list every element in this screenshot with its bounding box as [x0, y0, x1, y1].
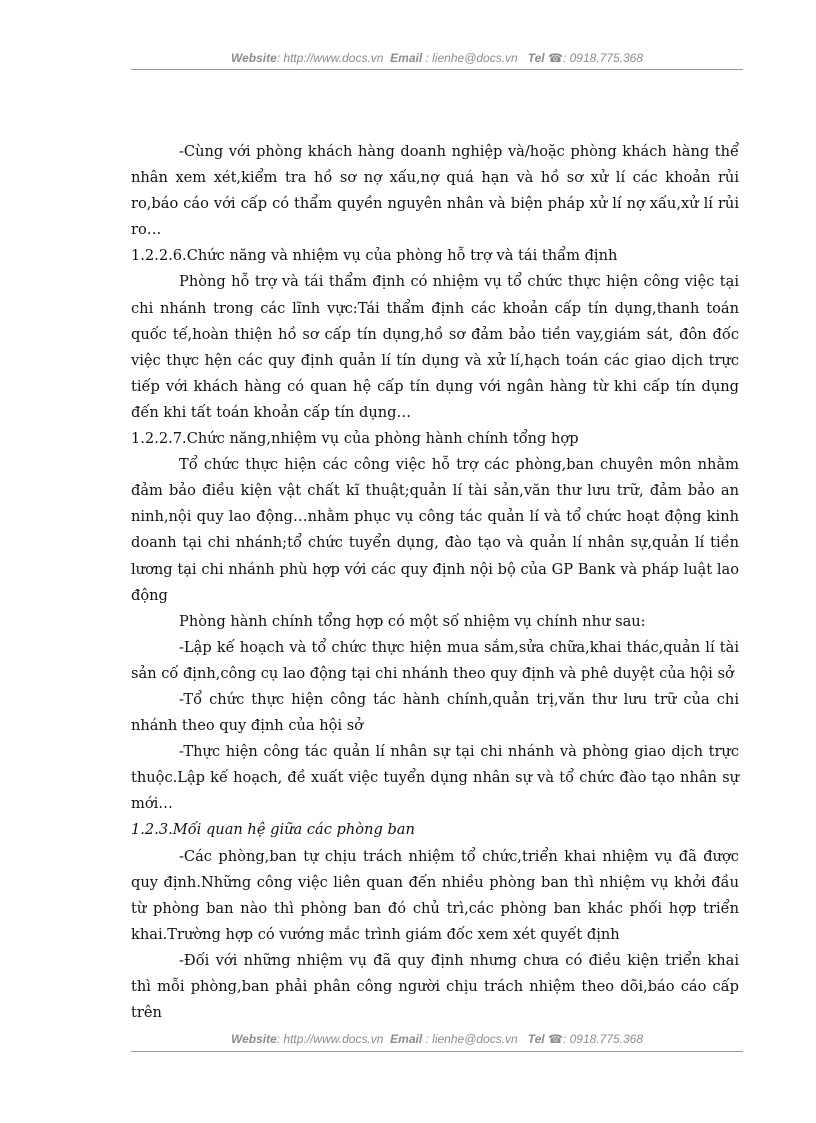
website-value: : http://www.docs.vn: [276, 1032, 384, 1046]
header-divider: [131, 69, 743, 70]
website-label: Website: [230, 1032, 277, 1046]
tel-label: Tel: [527, 1032, 545, 1046]
website-value: : http://www.docs.vn: [276, 51, 384, 65]
phone-icon: ☎: [548, 1032, 563, 1046]
paragraph: Phòng hành chính tổng hợp có một số nhiệm vụ chính như sau:: [179, 612, 646, 630]
email-value: : lienhe@docs.vn: [425, 1032, 518, 1046]
document-body: [131, 139, 739, 1026]
page-footer: [131, 1032, 743, 1046]
page-header: [131, 51, 743, 65]
footer-divider: [131, 1051, 743, 1052]
tel-value: : 0918.775.368: [562, 51, 644, 65]
tel-value: : 0918.775.368: [562, 1032, 644, 1046]
section-heading: 1.2.2.6.Chức năng và nhiệm vụ của phòng hỗ trợ và tái thẩm định: [131, 247, 618, 265]
paragraph: -Tổ chức thực hiện công tác hành chính,quản trị,văn thư lưu trữ của chi nhánh theo quy định của hội sở: [131, 690, 739, 735]
email-value: : lienhe@docs.vn: [425, 51, 518, 65]
paragraph: -Cùng với phòng khách hàng doanh nghiệp và/hoặc phòng khách hàng thể nhân xem xét,kiểm tra hồ sơ nợ xấu,nợ quá hạn và hồ sơ xử lí các khoản rủi ro,báo cáo với cấp có thẩm quyền nguyên nhân và biện pháp xử lí nợ xấu,xử lí rủi ro…: [131, 143, 739, 239]
paragraph: Tổ chức thực hiện các công việc hỗ trợ các phòng,ban chuyên môn nhằm đảm bảo điều kiện vật chất kĩ thuật;quản lí tài sản,văn thư lưu trữ, đảm bảo an ninh,nội quy lao động…nhằm phục vụ công tác quản lí và tổ chức hoạt động kinh doanh tại chi nhánh;tổ chức tuyển dụng, đào tạo và quản lí nhân sự,quản lí tiền lương tại chi nhánh phù hợp với các quy định nội bộ của GP Bank và pháp luật lao động: [131, 456, 739, 604]
tel-label: Tel: [527, 51, 545, 65]
section-heading: 1.2.3.Mối quan hệ giữa các phòng ban: [131, 821, 415, 839]
website-label: Website: [230, 51, 277, 65]
paragraph: -Các phòng,ban tự chịu trách nhiệm tổ chức,triển khai nhiệm vụ đã được quy định.Những công việc liên quan đến nhiều phòng ban thì nhiệm vụ khởi đầu từ phòng ban nào thì phòng ban đó chủ trì,các phòng ban khác phối hợp triển khai.Trường hợp có vướng mắc trình giám đốc xem xét quyết định: [131, 847, 739, 943]
email-label: Email: [390, 1032, 423, 1046]
paragraph: -Đối với những nhiệm vụ đã quy định nhưng chưa có điều kiện triển khai thì mỗi phòng,ban phải phân công người chịu trách nhiệm theo dõi,báo cáo cấp trên: [131, 951, 739, 1022]
paragraph: -Thực hiện công tác quản lí nhân sự tại chi nhánh và phòng giao dịch trực thuộc.Lập kế hoạch, đề xuất việc tuyển dụng nhân sự và tổ chức đào tạo nhân sự mới…: [131, 743, 739, 813]
paragraph: -Lập kế hoạch và tổ chức thực hiện mua sắm,sửa chữa,khai thác,quản lí tài sản cố định,công cụ lao động tại chi nhánh theo quy định và phê duyệt của hội sở: [131, 638, 739, 682]
section-heading: 1.2.2.7.Chức năng,nhiệm vụ của phòng hành chính tổng hợp: [131, 430, 579, 448]
paragraph: Phòng hỗ trợ và tái thẩm định có nhiệm vụ tổ chức thực hiện công việc tại chi nhánh trong các lĩnh vực:Tái thẩm định các khoản cấp tín dụng,thanh toán quốc tế,hoàn thiện hồ sơ cấp tín dụng,hồ sơ đảm bảo tiền vay,giám sát, đôn đốc việc thực hện các quy định quản lí tín dụng và xử lí,hạch toán các giao dịch trực tiếp với khách hàng có quan hệ cấp tín dụng với ngân hàng từ khi cấp tín dụng đến khi tất toán khoản cấp tín dụng…: [131, 273, 739, 421]
phone-icon: ☎: [548, 51, 563, 65]
email-label: Email: [390, 51, 423, 65]
